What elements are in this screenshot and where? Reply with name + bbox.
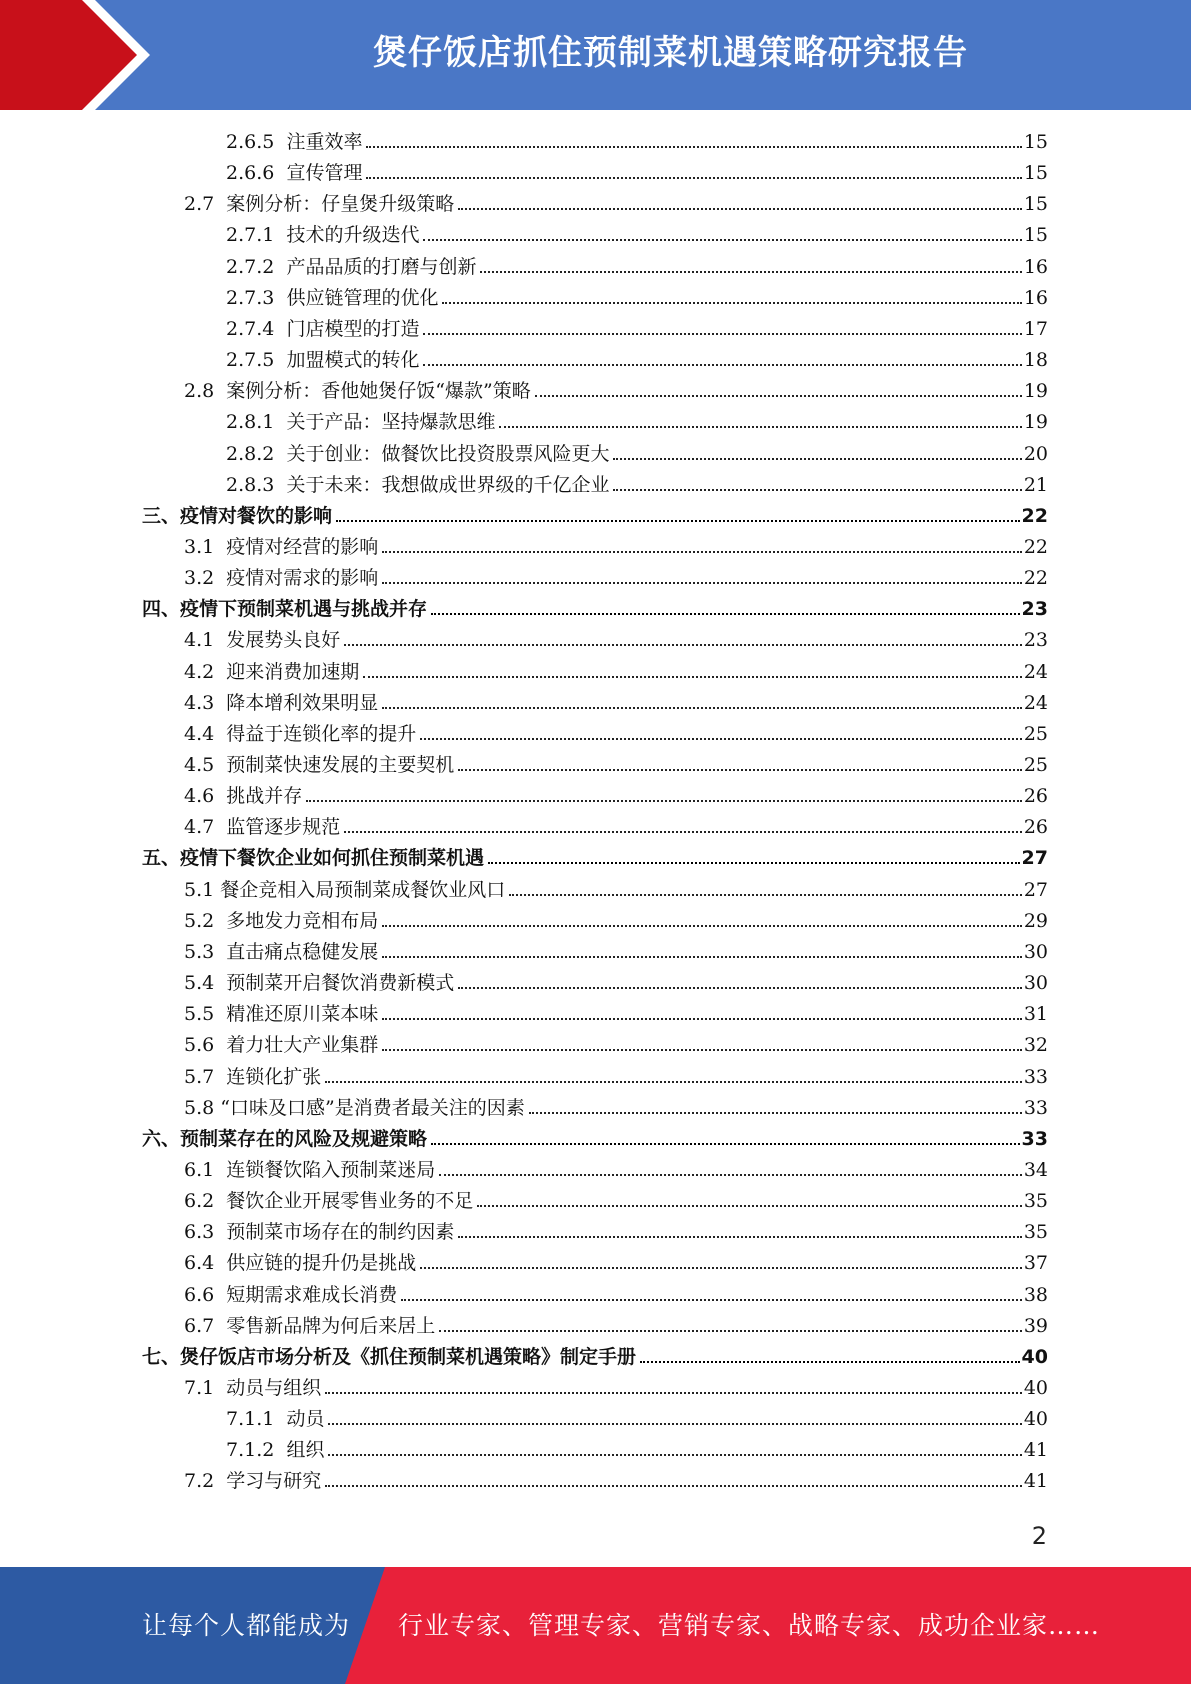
toc-dot-leader — [328, 1454, 1021, 1456]
toc-entry-number: 4.7 — [184, 816, 227, 839]
toc-entry[interactable] — [226, 314, 1048, 345]
toc-dot-leader — [382, 956, 1022, 958]
toc-entry-number: 5.4 — [184, 972, 227, 995]
toc-dot-leader — [439, 1174, 1022, 1176]
toc-entry[interactable] — [226, 1435, 1048, 1466]
toc-entry-page: 38 — [1023, 1283, 1048, 1306]
toc-entry-page: 15 — [1023, 131, 1048, 153]
toc-entry-label: 案例分析：香他她煲仔饭“爆款”策略 — [226, 380, 531, 403]
toc-entry-page: 16 — [1023, 286, 1048, 309]
toc-entry[interactable] — [142, 501, 1048, 532]
toc-entry[interactable] — [184, 906, 1048, 937]
toc-entry-number: 七、 — [142, 1345, 181, 1368]
toc-entry-label: 门店模型的打造 — [286, 317, 420, 340]
toc-entry-label: 餐饮企业开展零售业务的不足 — [226, 1190, 474, 1213]
toc-entry-number: 2.8.3 — [226, 473, 287, 496]
toc-entry-number: 5.6 — [184, 1034, 227, 1057]
toc-entry-page: 24 — [1023, 660, 1048, 683]
toc-entry-number: 四、 — [142, 598, 181, 621]
toc-entry-number: 2.7 — [184, 193, 227, 216]
toc-entry-label: 宣传管理 — [286, 162, 363, 185]
toc-entry[interactable] — [184, 189, 1048, 220]
toc-entry-label: 关于创业：做餐饮比投资股票风险更大 — [286, 442, 610, 465]
toc-entry-label: 连锁化扩张 — [226, 1065, 322, 1088]
toc-entry[interactable] — [226, 345, 1048, 376]
toc-dot-leader — [363, 676, 1022, 678]
toc-dot-leader — [529, 1112, 1022, 1114]
toc-entry[interactable] — [184, 719, 1048, 750]
toc-dot-leader — [535, 395, 1022, 397]
toc-dot-leader — [382, 707, 1022, 709]
toc-entry-page: 24 — [1023, 691, 1048, 714]
toc-entry-number: 2.8.1 — [226, 411, 287, 434]
toc-entry[interactable] — [184, 688, 1048, 719]
toc-entry-page: 40 — [1023, 1408, 1048, 1431]
toc-dot-leader — [423, 333, 1021, 335]
toc-entry-number: 6.2 — [184, 1190, 227, 1213]
toc-entry-page: 19 — [1023, 411, 1048, 434]
document-title: 煲仔饭店抓住预制菜机遇策略研究报告 — [373, 33, 968, 73]
toc-entry[interactable] — [184, 1093, 1048, 1124]
toc-entry[interactable] — [184, 1248, 1048, 1279]
toc-entry-page: 15 — [1023, 224, 1048, 247]
toc-entry-label: 挑战并存 — [226, 785, 303, 808]
toc-entry[interactable] — [142, 843, 1048, 874]
toc-entry-number: 4.1 — [184, 629, 227, 652]
toc-dot-leader — [613, 458, 1021, 460]
toc-entry-label: 发展势头良好 — [226, 629, 341, 652]
toc-entry-label: 产品品质的打磨与创新 — [286, 255, 477, 278]
toc-entry-label: 加盟模式的转化 — [286, 349, 420, 372]
toc-entry-label: 注重效率 — [286, 131, 363, 153]
toc-dot-leader — [480, 271, 1021, 273]
toc-entry-number: 三、 — [142, 504, 181, 527]
toc-entry-page: 40 — [1021, 1345, 1048, 1368]
page-footer — [0, 1567, 1191, 1684]
toc-entry[interactable] — [142, 1124, 1048, 1155]
toc-dot-leader — [336, 520, 1020, 522]
toc-dot-leader — [382, 1018, 1022, 1020]
toc-entry-page: 20 — [1023, 442, 1048, 465]
toc-entry-label: 动员与组织 — [226, 1377, 322, 1399]
toc-dot-leader — [458, 769, 1022, 771]
toc-entry-label: 迎来消费加速期 — [226, 660, 360, 683]
toc-entry-label: 关于未来：我想做成世界级的千亿企业 — [286, 473, 610, 496]
toc-entry-page: 35 — [1023, 1221, 1048, 1244]
toc-entry-number: 7.1.1 — [226, 1408, 287, 1431]
toc-entry-number: 6.1 — [184, 1158, 227, 1181]
toc-entry-label: 预制菜市场存在的制约因素 — [226, 1221, 455, 1244]
toc-entry-page: 15 — [1023, 162, 1048, 185]
toc-entry-page: 22 — [1021, 504, 1048, 527]
toc-entry-number: 2.7.1 — [226, 224, 287, 247]
toc-entry-label: 短期需求难成长消费 — [226, 1283, 398, 1306]
toc-entry-page: 22 — [1023, 535, 1048, 558]
toc-entry-label: 疫情对餐饮的影响 — [180, 504, 333, 527]
toc-entry-label: 着力壮大产业集群 — [226, 1034, 379, 1057]
toc-dot-leader — [640, 1361, 1020, 1363]
toc-entry-label: 多地发力竞相布局 — [226, 909, 379, 932]
toc-entry-label: 预制菜开启餐饮消费新模式 — [226, 972, 455, 995]
toc-entry-page: 41 — [1023, 1470, 1048, 1493]
toc-entry-number: 五、 — [142, 847, 181, 870]
toc-entry-label: 疫情对经营的影响 — [226, 535, 379, 558]
toc-entry-number: 5.1 — [184, 878, 221, 901]
toc-entry[interactable] — [184, 968, 1048, 999]
toc-dot-leader — [366, 177, 1021, 179]
toc-entry-page: 19 — [1023, 380, 1048, 403]
toc-entry-page: 17 — [1023, 317, 1048, 340]
toc-dot-leader — [431, 1143, 1020, 1145]
toc-entry-label: 预制菜快速发展的主要契机 — [226, 754, 455, 776]
toc-entry-number: 4.2 — [184, 660, 227, 683]
toc-entry-page: 30 — [1023, 972, 1048, 995]
toc-entry-page: 22 — [1023, 567, 1048, 590]
toc-entry-page: 21 — [1023, 473, 1048, 496]
toc-dot-leader — [344, 831, 1022, 833]
toc-entry-number: 3.2 — [184, 567, 227, 590]
toc-dot-leader — [382, 1049, 1022, 1051]
toc-entry[interactable] — [226, 158, 1048, 189]
toc-entry-label: 学习与研究 — [226, 1470, 322, 1493]
toc-entry-number: 3.1 — [184, 535, 227, 558]
toc-entry-page: 37 — [1023, 1252, 1048, 1275]
toc-entry-page: 25 — [1023, 722, 1048, 745]
toc-dot-leader — [325, 1392, 1022, 1394]
toc-entry[interactable] — [184, 1062, 1048, 1093]
toc-entry-number: 2.8.2 — [226, 442, 287, 465]
footer-slogan-left: 让每个人都能成为 — [142, 1611, 351, 1640]
toc-entry[interactable] — [184, 1155, 1048, 1186]
toc-entry-label: 供应链的提升仍是挑战 — [226, 1252, 417, 1275]
toc-entry-number: 4.3 — [184, 691, 227, 714]
toc-entry-page: 26 — [1023, 785, 1048, 808]
toc-entry[interactable] — [184, 563, 1048, 594]
toc-entry[interactable] — [184, 1280, 1048, 1311]
toc-dot-leader — [613, 489, 1021, 491]
toc-entry[interactable] — [226, 220, 1048, 251]
toc-entry-number: 2.8 — [184, 380, 227, 403]
toc-dot-leader — [306, 800, 1022, 802]
toc-entry[interactable] — [184, 781, 1048, 812]
toc-entry-number: 7.1.2 — [226, 1439, 287, 1462]
toc-dot-leader — [382, 925, 1022, 927]
toc-entry-page: 33 — [1023, 1065, 1048, 1088]
toc-entry-number: 2.7.5 — [226, 349, 287, 372]
toc-entry-page: 35 — [1023, 1190, 1048, 1213]
toc-entry-page: 34 — [1023, 1158, 1048, 1181]
toc-entry-label: 得益于连锁化率的提升 — [226, 722, 417, 745]
toc-dot-leader — [458, 1236, 1022, 1238]
toc-entry[interactable] — [184, 1466, 1048, 1497]
page-number: 2 — [1031, 1522, 1047, 1550]
toc-entry[interactable] — [184, 1217, 1048, 1248]
toc-entry-page: 33 — [1021, 1127, 1048, 1150]
toc-dot-leader — [420, 738, 1022, 740]
toc-entry-label: 疫情下餐饮企业如何抓住预制菜机遇 — [180, 847, 485, 870]
toc-entry-page: 26 — [1023, 816, 1048, 839]
toc-entry[interactable] — [184, 376, 1048, 407]
toc-entry[interactable] — [184, 1186, 1048, 1217]
toc-entry-number: 7.2 — [184, 1470, 227, 1493]
toc-dot-leader — [477, 1205, 1022, 1207]
toc-dot-leader — [328, 1423, 1021, 1425]
toc-entry[interactable] — [184, 750, 1048, 781]
toc-dot-leader — [382, 582, 1022, 584]
toc-entry-label: 监管逐步规范 — [226, 816, 341, 839]
toc-entry-page: 16 — [1023, 255, 1048, 278]
toc-entry-page: 32 — [1023, 1034, 1048, 1057]
toc-entry-page: 25 — [1023, 754, 1048, 776]
toc-dot-leader — [423, 239, 1021, 241]
toc-entry-number: 2.7.3 — [226, 286, 287, 309]
toc-entry-page: 29 — [1023, 909, 1048, 932]
toc-entry-page: 30 — [1023, 940, 1048, 963]
toc-dot-leader — [458, 208, 1022, 210]
toc-dot-leader — [420, 1267, 1022, 1269]
toc-entry-page: 27 — [1021, 847, 1048, 870]
toc-entry[interactable] — [226, 407, 1048, 438]
toc-dot-leader — [442, 302, 1021, 304]
toc-dot-leader — [509, 894, 1022, 896]
toc-entry[interactable] — [184, 1030, 1048, 1061]
toc-dot-leader — [488, 862, 1020, 864]
toc-entry[interactable] — [226, 439, 1048, 470]
toc-entry-page: 15 — [1023, 193, 1048, 216]
toc-entry-number: 2.6.5 — [226, 131, 287, 153]
toc-entry[interactable] — [142, 594, 1048, 625]
toc-entry-number: 7.1 — [184, 1377, 227, 1399]
toc-dot-leader — [499, 426, 1021, 428]
toc-entry-number: 4.5 — [184, 754, 227, 776]
toc-entry-number: 六、 — [142, 1127, 181, 1150]
toc-entry-page: 27 — [1023, 878, 1048, 901]
toc-entry[interactable] — [184, 657, 1048, 688]
toc-entry-number: 4.4 — [184, 722, 227, 745]
page-header — [0, 0, 1191, 110]
toc-dot-leader — [366, 146, 1021, 148]
toc-dot-leader — [401, 1299, 1022, 1301]
footer-slogan-right: 行业专家、管理专家、营销专家、战略专家、成功企业家…… — [398, 1611, 1101, 1640]
toc-entry-number: 5.3 — [184, 940, 227, 963]
toc-entry-number: 2.6.6 — [226, 162, 287, 185]
toc-entry[interactable] — [142, 1342, 1048, 1373]
red-arrow-icon — [0, 0, 150, 110]
toc-entry-number: 4.6 — [184, 785, 227, 808]
toc-dot-leader — [431, 613, 1020, 615]
toc-entry[interactable] — [184, 532, 1048, 563]
toc-entry-label: 动员 — [286, 1408, 325, 1431]
toc-entry[interactable] — [184, 1311, 1048, 1342]
toc-entry[interactable] — [184, 937, 1048, 968]
toc-entry-label: “口味及口感”是消费者最关注的因素 — [220, 1096, 525, 1119]
toc-entry-page: 33 — [1023, 1096, 1048, 1119]
toc-entry-label: 供应链管理的优化 — [286, 286, 439, 309]
toc-entry-label: 预制菜存在的风险及规避策略 — [180, 1127, 428, 1150]
toc-dot-leader — [325, 1081, 1022, 1083]
toc-entry-label: 关于产品：坚持爆款思维 — [286, 411, 496, 434]
toc-dot-leader — [439, 1330, 1022, 1332]
toc-entry-label: 零售新品牌为何后来居上 — [226, 1314, 436, 1337]
toc-entry-page: 31 — [1023, 1003, 1048, 1026]
toc-dot-leader — [423, 364, 1021, 366]
toc-entry-page: 23 — [1021, 598, 1048, 621]
toc-entry-label: 降本增利效果明显 — [226, 691, 379, 714]
toc-entry-page: 39 — [1023, 1314, 1048, 1337]
toc-entry-label: 疫情对需求的影响 — [226, 567, 379, 590]
toc-entry-label: 组织 — [286, 1439, 325, 1462]
toc-entry-page: 23 — [1023, 629, 1048, 652]
toc-entry-number: 5.5 — [184, 1003, 227, 1026]
toc-entry[interactable] — [226, 252, 1048, 283]
toc-entry-label: 煲仔饭店市场分析及《抓住预制菜机遇策略》制定手册 — [180, 1345, 637, 1368]
toc-entry[interactable] — [184, 875, 1048, 906]
toc-entry-label: 案例分析：仔皇煲升级策略 — [226, 193, 455, 216]
toc-entry[interactable] — [184, 999, 1048, 1030]
toc-entry-label: 技术的升级迭代 — [286, 224, 420, 247]
toc-entry-number: 5.8 — [184, 1096, 221, 1119]
toc-entry-page: 18 — [1023, 349, 1048, 372]
toc-entry-number: 5.2 — [184, 909, 227, 932]
toc-dot-leader — [458, 987, 1022, 989]
toc-entry[interactable] — [226, 1404, 1048, 1435]
toc-entry[interactable] — [184, 625, 1048, 656]
toc-entry-number: 6.3 — [184, 1221, 227, 1244]
toc-entry-label: 餐企竞相入局预制菜成餐饮业风口 — [220, 878, 506, 901]
toc-entry-number: 6.7 — [184, 1314, 227, 1337]
toc-entry-number: 2.7.2 — [226, 255, 287, 278]
toc-entry-number: 6.4 — [184, 1252, 227, 1275]
toc-entry-label: 连锁餐饮陷入预制菜迷局 — [226, 1158, 436, 1181]
toc-entry[interactable] — [226, 127, 1048, 158]
toc-entry[interactable] — [184, 1373, 1048, 1404]
toc-entry-number: 2.7.4 — [226, 317, 287, 340]
toc-entry-number: 6.6 — [184, 1283, 227, 1306]
toc-entry-page: 41 — [1023, 1439, 1048, 1462]
toc-entry[interactable] — [226, 470, 1048, 501]
toc-entry[interactable] — [226, 283, 1048, 314]
toc-entry-label: 直击痛点稳健发展 — [226, 940, 379, 963]
toc-entry[interactable] — [184, 812, 1048, 843]
toc-entry-page: 40 — [1023, 1377, 1048, 1399]
toc-entry-label: 疫情下预制菜机遇与挑战并存 — [180, 598, 428, 621]
toc-dot-leader — [382, 551, 1022, 553]
toc-dot-leader — [325, 1485, 1022, 1487]
toc-entry-number: 5.7 — [184, 1065, 227, 1088]
toc-dot-leader — [344, 644, 1022, 646]
toc-entry-label: 精准还原川菜本味 — [226, 1003, 379, 1026]
